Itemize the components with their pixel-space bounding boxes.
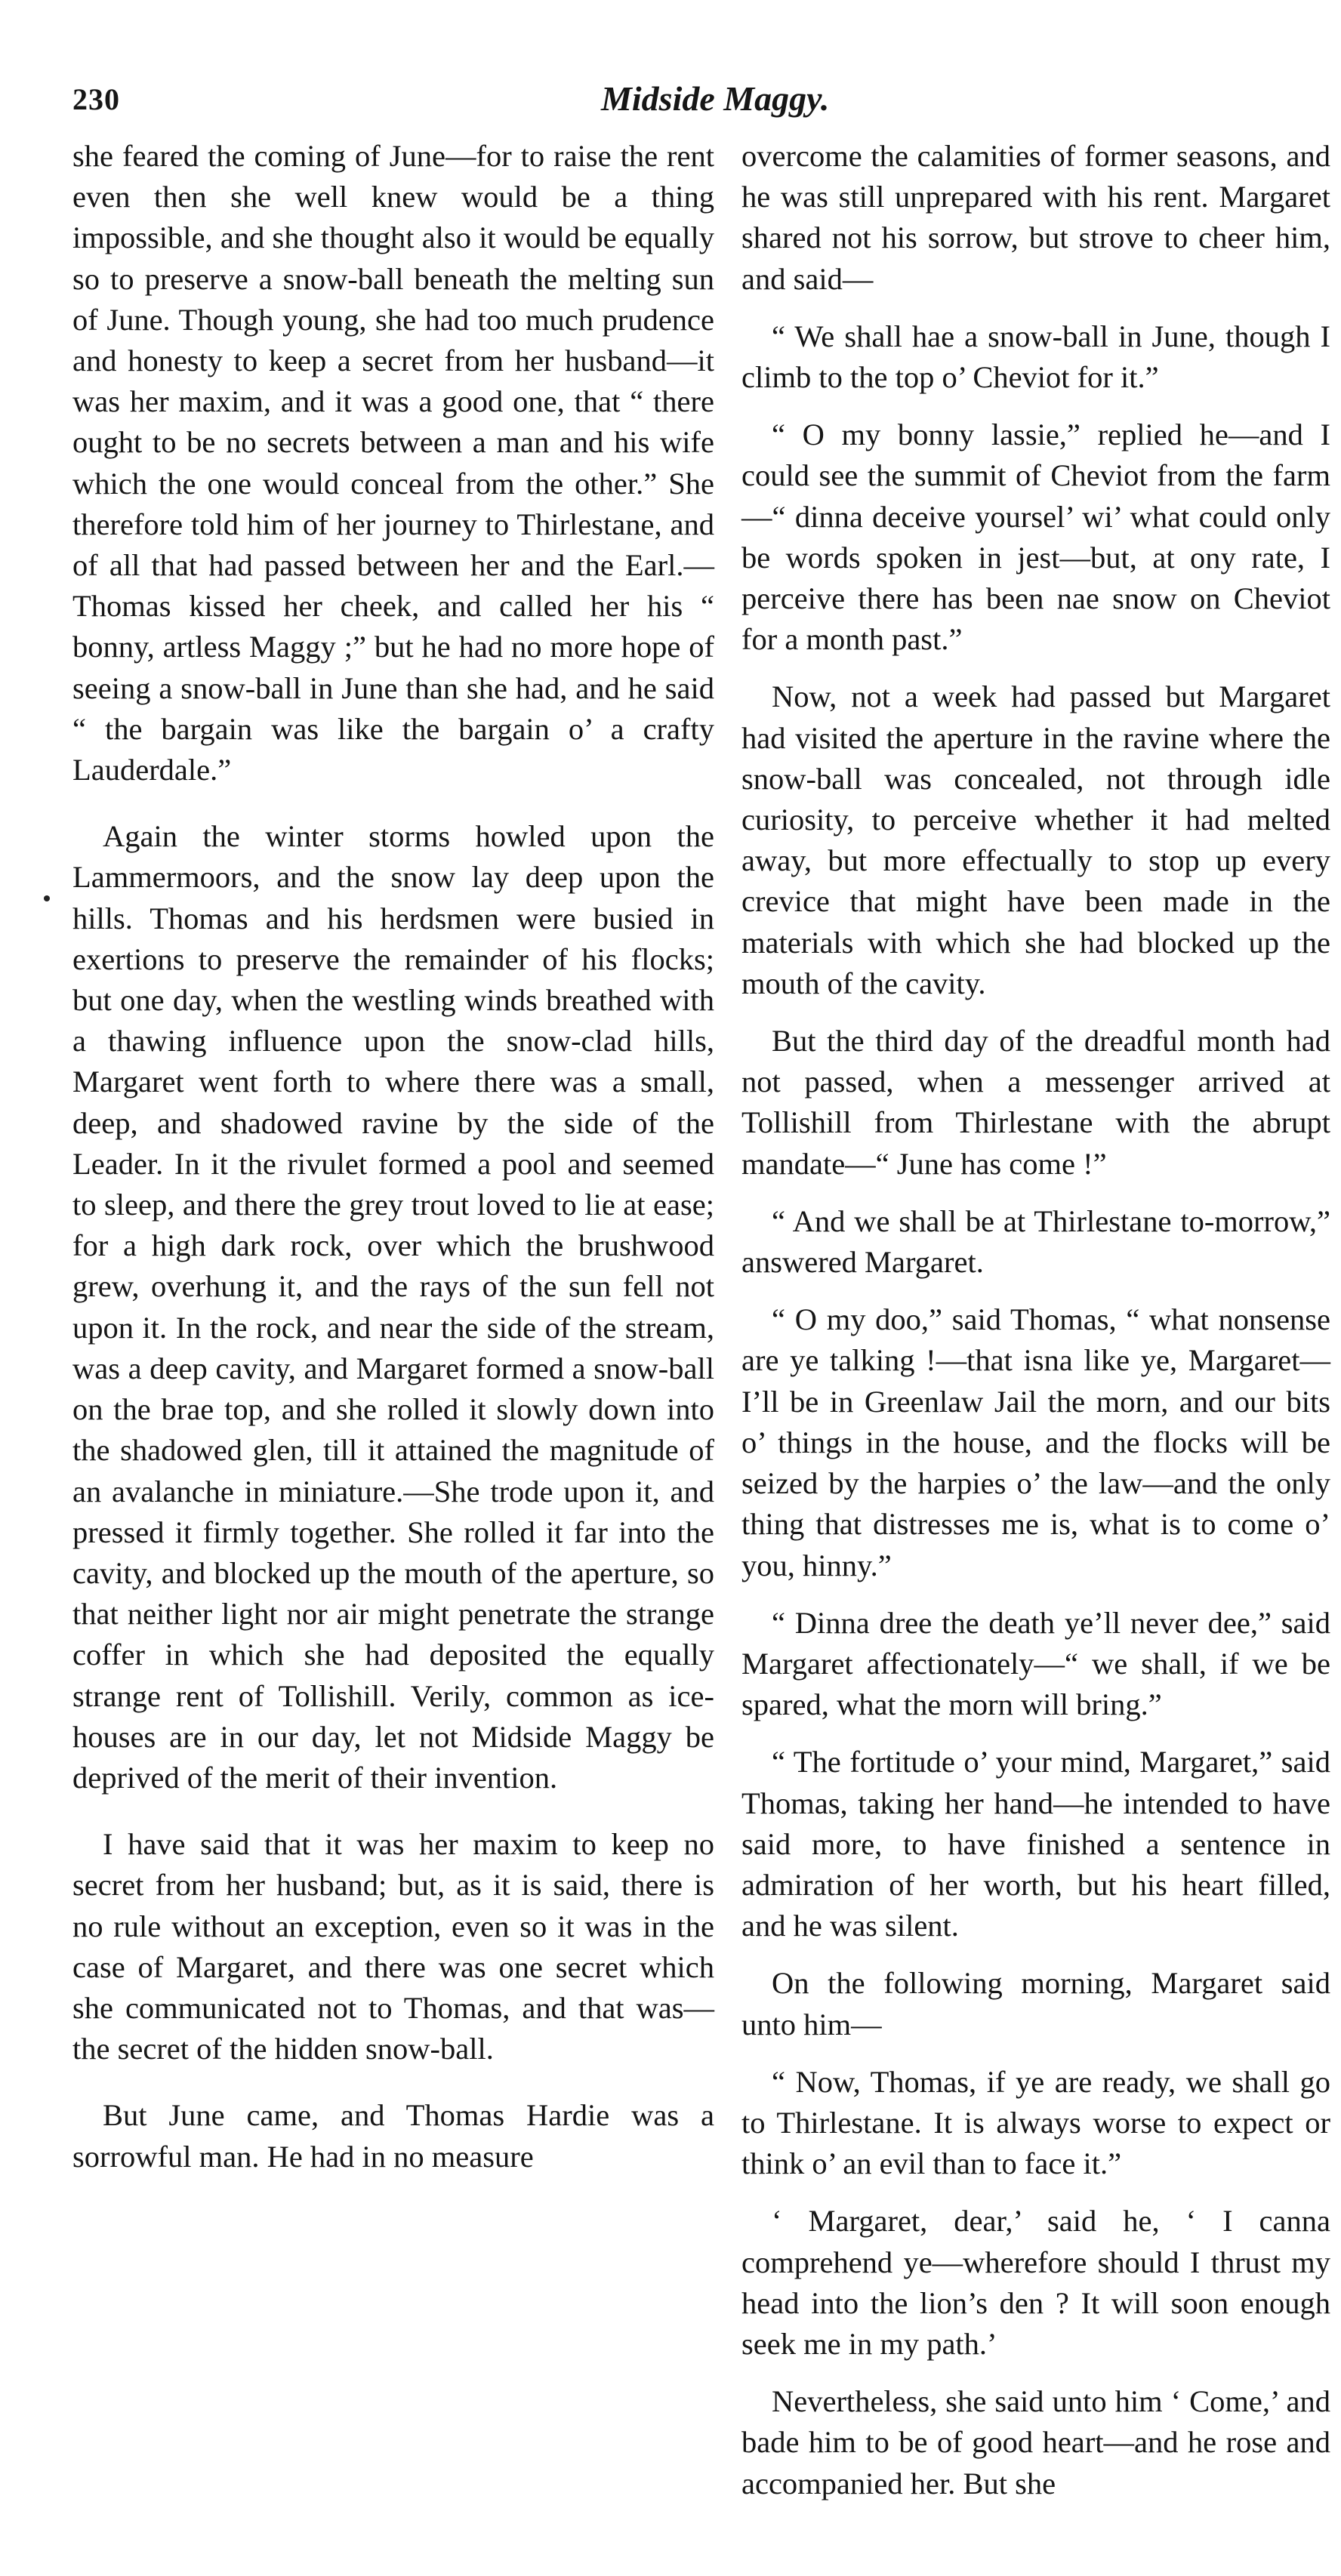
paragraph: ‘ Margaret, dear,’ said he, ‘ I canna comprehend ye—wherefore should I thrust my head into the lion’s den ? It will soon enough seek me in my path.’: [741, 2204, 1330, 2361]
paragraph: “ The fortitude o’ your mind, Margaret,” said Thomas, taking her hand—he intended to have said more, to have finished a sentence in admiration of her worth, but his heart filled, and he was silent.: [741, 1745, 1330, 1943]
paragraph: “ Dinna dree the death ye’ll never dee,” said Margaret affectionately—“ we shall, if we be spared, what the morn will bring.”: [741, 1605, 1330, 1722]
paragraph: overcome the calamities of former seasons, and he was still unprepared with his rent. Margaret shared not his sorrow, but strove to cheer him, and said—: [741, 139, 1330, 296]
paragraph: On the following morning, Margaret said unto him—: [741, 1966, 1330, 2041]
paragraph: “ Now, Thomas, if ye are ready, we shall go to Thirlestane. It is always worse to expect or think o’ an evil than to face it.”: [741, 2064, 1330, 2181]
running-title: Midside Maggy.: [601, 79, 830, 118]
paragraph: But the third day of the dreadful month had not passed, when a messenger arrived at Tollishill from Thirlestane with the abrupt mandate—“ June has come !”: [741, 1024, 1330, 1181]
paragraph: Again the winter storms howled upon the Lammermoors, and the snow lay deep upon the hills. Thomas and his herdsmen were busied in exertions to preserve the remainder of his flocks; but one day, when the westling winds breathed with a thawing influence upon the snow-clad hills, Margaret went forth to where there was a small, deep, and shadowed ravine by the side of the Leader. In it the rivulet formed a pool and seemed to sleep, and there the grey trout loved to lie at ease; for a high dark rock, over which the brushwood grew, overhung it, and the rays of the sun fell not upon it. In the rock, and near the side of the stream, was a deep cavity, and Margaret formed a snow-ball on the brae top, and she rolled it slowly down into the shadowed glen, till it attained the magnitude of an avalanche in miniature.—She trode upon it, and pressed it firmly together. She rolled it far into the cavity, and blocked up the mouth of the aperture, so that neither light nor air might penetrate the strange coffer in which she had deposited the equally strange rent of Tollishill. Verily, common as ice-houses are in our day, let not Midside Maggy be deprived of the merit of their invention.: [72, 819, 714, 1795]
left-column: [72, 136, 714, 2177]
margin-mark: [44, 895, 50, 901]
page-number: 230: [72, 82, 120, 116]
paragraph: “ And we shall be at Thirlestane to-morrow,” answered Margaret.: [741, 1203, 1330, 1280]
page-header: [72, 75, 1250, 128]
paragraph: “ We shall hae a snow-ball in June, though I climb to the top o’ Cheviot for it.”: [741, 319, 1330, 395]
paragraph: “ O my doo,” said Thomas, “ what nonsense are ye talking !—that isna like ye, Margaret—I’ll be in Greenlaw Jail the morn, and our bits o’ things in the house, and the flocks will be seized by the harpies o’ the law—and the only thing that distresses me is, what is to come o’ you, hinny.”: [741, 1302, 1330, 1582]
paragraph: I have said that it was her maxim to keep no secret from her husband; but, as it is said, there is no rule without an exception, even so it was in the case of Margaret, and there was one secret which she communicated not to Thomas, and that was—the secret of the hidden snow-ball.: [72, 1827, 714, 2066]
paragraph: But June came, and Thomas Hardie was a sorrowful man. He had in no measure: [72, 2098, 714, 2174]
right-column: [741, 136, 1330, 2504]
paragraph: she feared the coming of June—for to raise the rent even then she well knew would be a thing impossible, and she thought also it would be equally so to preserve a snow-ball beneath the melting sun of June. Though young, she had too much prudence and honesty to keep a secret from her husband—it was her maxim, and it was a good one, that “ there ought to be no secrets between a man and his wife which the one would conceal from the other.” She therefore told him of her journey to Thirlestane, and of all that had passed between her and the Earl.—Thomas kissed her cheek, and called her his “ bonny, artless Maggy ;” but he had no more hope of seeing a snow-ball in June than she had, and he said “ the bargain was like the bargain o’ a crafty Lauderdale.”: [72, 139, 714, 787]
paragraph: Nevertheless, she said unto him ‘ Come,’ and bade him to be of good heart—and he rose and accompanied her. But she: [741, 2384, 1330, 2501]
paragraph: “ O my bonny lassie,” replied he—and I could see the summit of Cheviot from the farm—“ dinna deceive yoursel’ wi’ what could only be words spoken in jest—but, at ony rate, I perceive there has been nae snow on Cheviot for a month past.”: [741, 418, 1330, 657]
paragraph: Now, not a week had passed but Margaret had visited the aperture in the ravine where the snow-ball was concealed, not through idle curiosity, to perceive whether it had melted away, but more effectually to stop up every crevice that might have been made in the materials with which she had blocked up the mouth of the cavity.: [741, 679, 1330, 1000]
